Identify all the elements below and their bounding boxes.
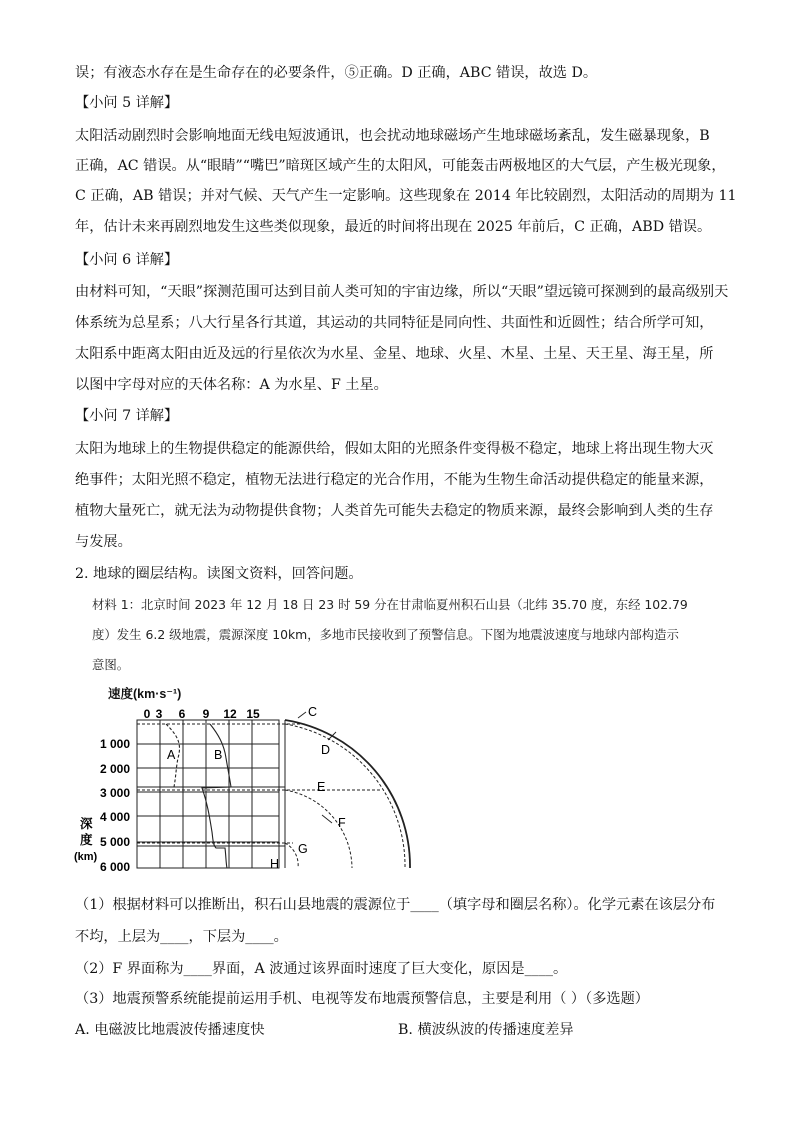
label-h: H [270,857,280,871]
material-line-2: 度）发生 6.2 级地震，震源深度 10km，多地市民接收到了预警信息。下图为地震波速度与地球内部构造示 [92,627,679,642]
question-2-title: 2. 地球的圈层结构。读图文资料，回答问题。 [75,566,363,582]
speed-tick-15: 15 [246,707,260,721]
depth-tick-4000: 4 000 [99,810,130,824]
q7-text-line-4: 与发展。 [75,534,132,550]
q6-text-line-2: 体系统为总星系；八大行星各行其道，其运动的共同特征是同向性、共面性和近圆性；结合所学可知， [75,315,714,331]
depth-label-char-2: 度 [80,833,93,847]
question-1-line-2: 不均，上层为____，下层为____。 [75,929,288,945]
label-a: A [167,748,176,762]
question-2-line: （2）F 界面称为____界面，A 波通过该界面时速度了巨大变化，原因是____。 [75,961,568,977]
question-1-line-1: （1）根据材料可以推断出，积石山县地震的震源位于____（填字母和圈层名称）。化学元素在该层分布 [75,897,716,913]
depth-tick-3000: 3 000 [99,786,130,800]
speed-tick-3: 3 [155,707,163,721]
depth-tick-5000: 5 000 [99,835,130,849]
q6-text-line-1: 由材料可知，“天眼”探测范围可达到目前人类可知的宇宙边缘，所以“天眼”望远镜可探测到的最高级别天 [75,284,729,300]
section-heading-q6: 【小问 6 详解】 [75,252,179,268]
speed-tick-6: 6 [178,707,186,721]
section-heading-q7: 【小问 7 详解】 [75,408,179,424]
label-e: E [317,780,326,794]
option-a: A. 电磁波比地震波传播速度快 [75,1022,265,1038]
label-b: B [214,748,223,762]
inner-core-arc [285,843,298,868]
speed-tick-12: 12 [223,707,237,721]
speed-tick-9: 9 [202,707,210,721]
q5-text-line-2: 正确，AC 错误。从“眼睛”“嘴巴”暗斑区域产生的太阳风，可能轰击两极地区的大气层，产生极光现象， [75,158,726,174]
q5-text-line-4: 年，估计未来再剧烈地发生这些类似现象，最近的时间将出现在 2025 年前后，C 正确，ABD 错误。 [75,219,712,235]
seismic-wave-figure [70,680,430,880]
speed-axis-label: 速度(km·s⁻¹) [108,687,182,701]
answer-text-line: 误；有液态水存在是生命存在的必要条件，⑤正确。D 正确，ABC 错误，故选 D。 [75,65,598,81]
material-line-3: 意图。 [92,657,130,672]
label-g: G [298,842,308,856]
label-f: F [338,816,346,830]
speed-tick-0: 0 [143,707,151,721]
q6-text-line-4: 以图中字母对应的天体名称：A 为水星、F 土星。 [75,377,388,393]
section-heading-q5: 【小问 5 详解】 [75,95,179,111]
depth-label-unit: (km) [74,851,98,863]
q7-text-line-1: 太阳为地球上的生物提供稳定的能源供给，假如太阳的光照条件变得极不稳定，地球上将出现生物大灭 [75,441,714,457]
material-line-1: 材料 1：北京时间 2023 年 12 月 18 日 23 时 59 分在甘肃临夏州积石山县（北纬 35.70 度，东经 102.79 [92,597,688,612]
depth-label-char-1: 深 [80,817,93,831]
depth-tick-6000: 6 000 [99,860,130,874]
q7-text-line-2: 绝事件；太阳光照不稳定，植物无法进行稳定的光合作用，不能为生物生命活动提供稳定的能量来源， [75,472,714,488]
label-c: C [308,705,318,719]
q5-text-line-1: 太阳活动剧烈时会影响地面无线电短波通讯，也会扰动地球磁场产生地球磁场紊乱，发生磁暴现象，B [75,128,710,144]
depth-tick-1000: 1 000 [99,737,130,751]
question-3-line: （3）地震预警系统能提前运用手机、电视等发布地震预警信息，主要是利用（ ）（多选题） [75,991,649,1007]
q6-text-line-3: 太阳系中距离太阳由近及远的行星依次为水星、金星、地球、火星、木星、土星、天王星、海王星，所 [75,346,714,362]
depth-tick-2000: 2 000 [99,762,130,776]
option-b: B. 横波纵波的传播速度差异 [398,1022,574,1038]
q7-text-line-3: 植物大量死亡，就无法为动物提供食物；人类首先可能失去稳定的物质来源，最终会影响到人类的生存 [75,503,714,519]
q5-text-line-3: C 正确，AB 错误；并对气候、天气产生一定影响。这些现象在 2014 年比较剧烈，太阳活动的周期为 11 [75,188,737,204]
label-d: D [321,743,331,757]
